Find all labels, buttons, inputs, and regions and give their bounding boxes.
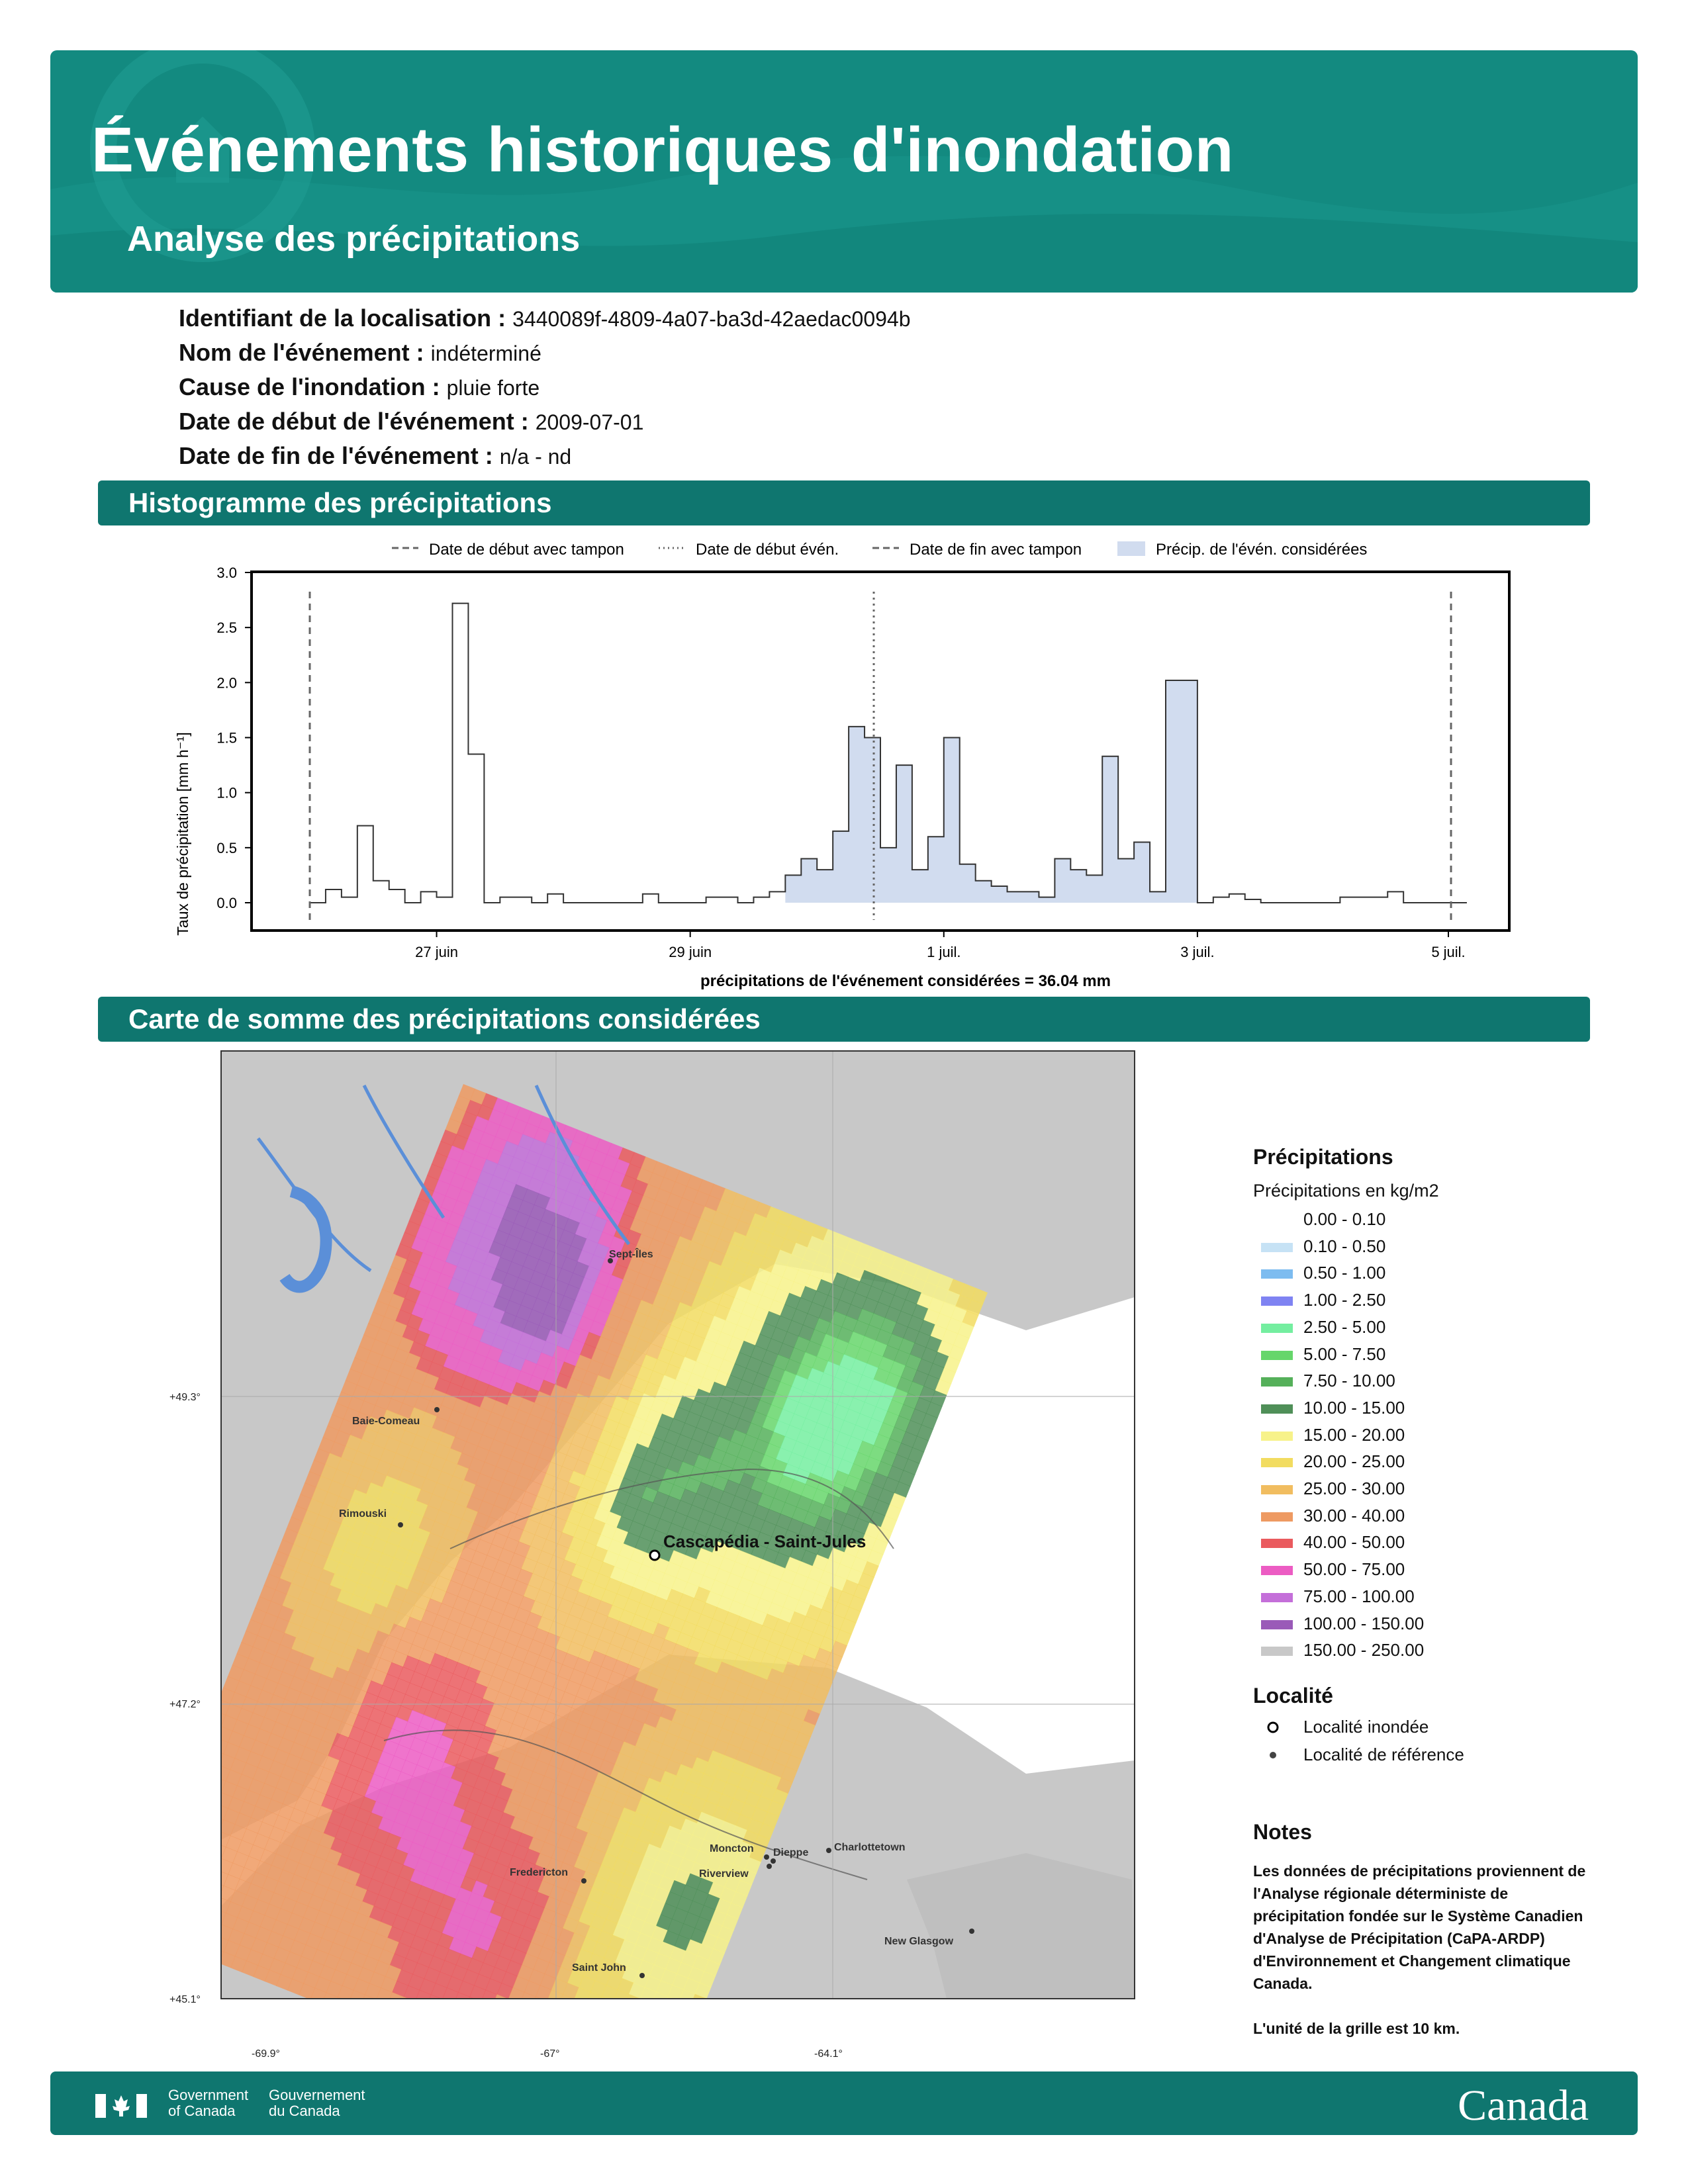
info-label: Cause de l'inondation :: [179, 373, 440, 400]
legend-label: 1.00 - 2.50: [1303, 1290, 1386, 1310]
legend-label: 0.10 - 0.50: [1303, 1236, 1386, 1256]
legend-label: 2.50 - 5.00: [1303, 1316, 1386, 1337]
y-axis-label: Taux de précipitation [mm h⁻¹]: [174, 732, 191, 936]
section-title: Carte de somme des précipitations considérées: [128, 1003, 761, 1034]
place-marker: [398, 1522, 403, 1527]
x-tick-label: 5 juil.: [1431, 944, 1466, 960]
info-value: 3440089f-4809-4a07-ba3d-42aedac0094b: [512, 307, 911, 331]
legend-label: Localité de référence: [1303, 1745, 1464, 1764]
info-value: 2009-07-01: [535, 410, 644, 434]
locality-title: Localité: [1253, 1684, 1333, 1707]
place-marker: [764, 1854, 769, 1860]
place-label: Fredericton: [510, 1867, 569, 1878]
legend-label: Date de début avec tampon: [429, 541, 624, 559]
gov-en: Government of Canada: [168, 2087, 249, 2119]
x-tick-label: 27 juin: [415, 944, 458, 960]
place-marker: [434, 1407, 440, 1412]
notes-grid-unit: L'unité de la grille est 10 km.: [1253, 2020, 1460, 2037]
y-tick-label: 0.5: [216, 839, 237, 856]
legend-swatch: [1261, 1351, 1293, 1360]
place-label: Riverview: [699, 1868, 749, 1880]
place-label: Baie-Comeau: [352, 1416, 420, 1427]
gov-fr: Gouvernement du Canada: [269, 2087, 365, 2119]
legend-swatch: [1261, 1377, 1293, 1387]
section-header-histogram: [98, 480, 1590, 525]
header-banner: [50, 50, 1638, 293]
chart-legend: [392, 541, 1367, 559]
flooded-locality-label: Cascapédia - Saint-Jules: [663, 1531, 867, 1551]
place-label: New Glasgow: [884, 1936, 954, 1947]
legend-swatch: [1261, 1566, 1293, 1575]
legend-label: Précip. de l'évén. considérées: [1156, 541, 1368, 559]
place-label: Dieppe: [773, 1847, 809, 1858]
place-marker: [767, 1864, 772, 1869]
legend-swatch: [1261, 1269, 1293, 1279]
legend-swatch: [1261, 1432, 1293, 1441]
y-tick-label: 1.5: [216, 729, 237, 747]
x-tick-label: 29 juin: [669, 944, 712, 960]
canada-wordmark: Canada: [1458, 2081, 1589, 2130]
place-label: Rimouski: [339, 1508, 387, 1520]
lon-label: -64.1°: [814, 2048, 843, 2060]
y-tick-label: 0.0: [216, 895, 237, 911]
page-subtitle: Analyse des précipitations: [127, 219, 581, 259]
notes-body: [1253, 1860, 1597, 2040]
legend-label: 5.00 - 7.50: [1303, 1343, 1386, 1364]
info-value: indéterminé: [430, 341, 541, 365]
legend-label: 25.00 - 30.00: [1303, 1479, 1405, 1498]
legend-label: 0.50 - 1.00: [1303, 1263, 1386, 1283]
event-precip-area: [785, 680, 1197, 903]
place-marker: [581, 1878, 586, 1884]
legend-subtitle: Précipitations en kg/m2: [1253, 1181, 1439, 1201]
info-value: n/a - nd: [499, 445, 572, 469]
legend-label: Localité inondée: [1303, 1717, 1429, 1737]
legend-swatch: [1261, 1458, 1293, 1467]
place-label: Sept-Îles: [609, 1249, 653, 1260]
info-label: Date de début de l'événement :: [179, 408, 529, 435]
page-title: Événements historiques d'inondation: [91, 114, 1234, 185]
lat-label: +49.3°: [169, 1392, 201, 1403]
legend-label: Date de début évén.: [696, 541, 839, 559]
y-tick-label: 1.0: [216, 784, 237, 801]
notes-title: Notes: [1253, 1820, 1312, 1844]
legend-swatch: [1261, 1620, 1293, 1629]
place-marker: [639, 1973, 645, 1978]
lat-label: +45.1°: [169, 1994, 201, 2005]
info-label: Identifiant de la localisation :: [179, 304, 506, 332]
legend-title: Précipitations: [1253, 1145, 1393, 1169]
section-header-map: [98, 997, 1590, 1042]
info-label: Nom de l'événement :: [179, 339, 424, 366]
plot-area: [216, 565, 1529, 960]
legend-swatch: [1261, 1485, 1293, 1494]
legend-swatch: [1261, 1324, 1293, 1333]
legend-label: 75.00 - 100.00: [1303, 1586, 1415, 1606]
y-tick-label: 3.0: [216, 565, 237, 581]
section-title: Histogramme des précipitations: [128, 487, 552, 518]
footer-bar: [50, 2071, 1638, 2135]
legend-swatch: [1261, 1243, 1293, 1252]
legend-swatch: [1261, 1216, 1293, 1225]
legend-label: 100.00 - 150.00: [1303, 1613, 1425, 1633]
legend-swatch: [1261, 1297, 1293, 1306]
place-marker: [826, 1848, 831, 1853]
legend-swatch: [1261, 1404, 1293, 1414]
info-row-flood-cause: [179, 373, 539, 401]
place-label: Moncton: [710, 1843, 754, 1854]
y-tick-label: 2.5: [216, 619, 237, 637]
flooded-locality-marker: [650, 1551, 659, 1560]
precipitation-histogram: [159, 529, 1529, 993]
info-row-event-name: [179, 339, 541, 367]
legend-swatch: [1261, 1593, 1293, 1602]
place-label: Charlottetown: [834, 1842, 906, 1853]
legend-label: 50.00 - 75.00: [1303, 1559, 1405, 1580]
canada-flag-icon: [95, 2090, 148, 2123]
legend-label: 30.00 - 40.00: [1303, 1505, 1405, 1525]
lon-label: -69.9°: [252, 2048, 280, 2060]
reference-locality-icon: [1265, 1746, 1285, 1766]
info-row-end-date: [179, 442, 571, 470]
legend-swatch: [1261, 1647, 1293, 1656]
info-value: pluie forte: [446, 376, 540, 400]
legend-swatch: [1261, 1539, 1293, 1548]
legend-label: 10.00 - 15.00: [1303, 1397, 1405, 1418]
place-marker: [969, 1929, 974, 1934]
place-marker: [771, 1858, 776, 1864]
x-tick-label: 3 juil.: [1180, 944, 1215, 960]
info-row-location-id: [179, 304, 911, 332]
legend-label: 15.00 - 20.00: [1303, 1424, 1405, 1445]
y-tick-label: 2.0: [216, 674, 237, 692]
x-tick-label: 1 juil.: [927, 944, 961, 960]
flooded-locality-icon: [1265, 1718, 1285, 1738]
legend-label: 7.50 - 10.00: [1303, 1371, 1395, 1391]
precipitation-map: [165, 1046, 1158, 2065]
lon-label: -67°: [540, 2048, 560, 2060]
legend-label: 0.00 - 0.10: [1303, 1209, 1386, 1229]
legend-label: 40.00 - 50.00: [1303, 1532, 1405, 1553]
place-label: Saint John: [572, 1962, 626, 1974]
info-label: Date de fin de l'événement :: [179, 442, 493, 469]
legend-label: 150.00 - 250.00: [1303, 1640, 1425, 1661]
legend-swatch-event: [1117, 541, 1145, 556]
legend-label: Date de fin avec tampon: [910, 541, 1082, 559]
notes-text: Les données de précipitations proviennent de l'Analyse régionale déterministe de précipitation fondée sur le Système Canadien d'Analyse de Précipitation (CaPA-ARDP) d'Environnement et Changement climatique Canada.: [1253, 1862, 1586, 1992]
info-row-start-date: [179, 408, 643, 435]
x-axis-label: précipitations de l'événement considérées = 36.04 mm: [700, 972, 1111, 990]
lat-label: +47.2°: [169, 1699, 201, 1710]
legend-label: 20.00 - 25.00: [1303, 1451, 1405, 1472]
legend-swatch: [1261, 1512, 1293, 1522]
